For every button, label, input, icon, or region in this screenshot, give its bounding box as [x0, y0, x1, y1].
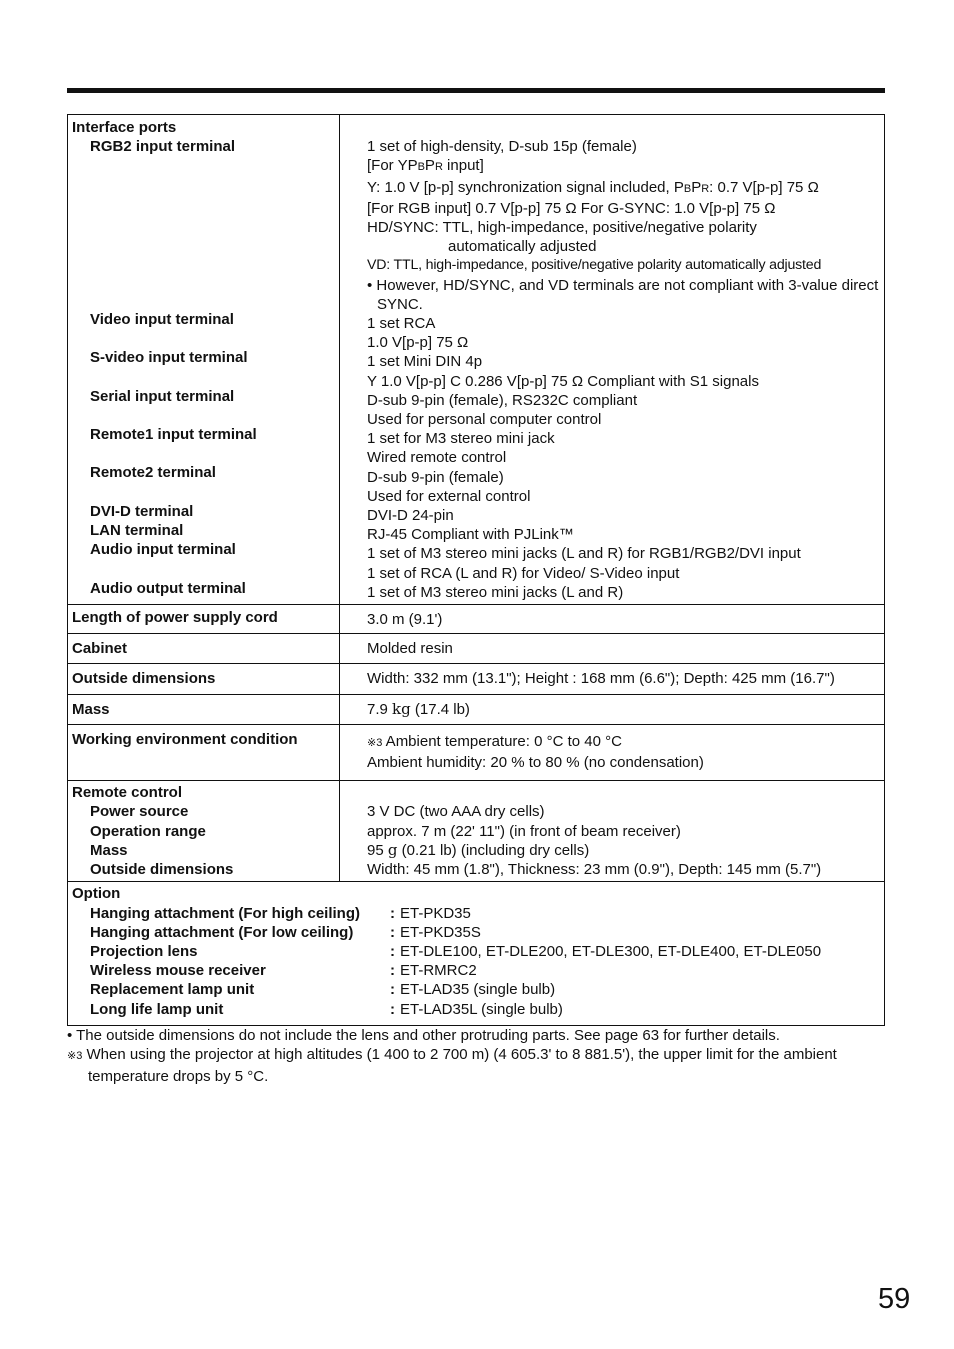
cord-row — [68, 605, 885, 634]
audioin-label: Audio input terminal — [90, 541, 236, 559]
mass-label: Mass — [68, 694, 340, 724]
rgb2-value-6: automatically adjusted — [448, 238, 597, 256]
lan-value: RJ-45 Compliant with PJLink™ — [367, 526, 574, 544]
environment-temperature: ※3 Ambient temperature: 0 °C to 40 °C — [367, 732, 622, 750]
remote-header: Remote control — [72, 784, 183, 802]
remote2-value-1: D-sub 9-pin (female) — [367, 468, 504, 486]
remote-values — [340, 781, 885, 882]
remote-labels — [68, 781, 340, 882]
environment-values — [340, 724, 885, 780]
remote-mass-label: Mass — [90, 841, 128, 859]
option-item: Wireless mouse receiver : ET-RMRC2 — [90, 962, 477, 980]
rgb2-value-7: VD: TTL, high-impedance, positive/negative polarity automatically adjusted — [367, 257, 822, 274]
svideo-label: S-video input terminal — [90, 349, 248, 367]
dimensions-row — [68, 664, 885, 694]
remote2-label: Remote2 terminal — [90, 464, 216, 482]
cord-value: 3.0 m (9.1') — [340, 605, 885, 634]
interface-labels — [68, 115, 340, 605]
audioin-value-2: 1 set of RCA (L and R) for Video/ S-Video input — [367, 564, 680, 582]
footnote-altitude: ※3 When using the projector at high altitudes (1 400 to 2 700 m) (4 605.3' to 8 881.5'), the upper limit for the ambient temperature drops by 5 °C. — [67, 1046, 837, 1085]
footnote-dimensions: • The outside dimensions do not include the lens and other protruding parts. See page 63 for further details. — [67, 1027, 780, 1044]
option-item: Hanging attachment (For low ceiling) : ET-PKD35S — [90, 923, 481, 941]
interface-header: Interface ports — [72, 119, 177, 136]
serial-value-2: Used for personal computer control — [367, 411, 602, 429]
dvid-label: DVI-D terminal — [90, 502, 194, 520]
remote1-label: Remote1 input terminal — [90, 426, 257, 444]
option-row — [68, 882, 885, 1025]
remote-row — [68, 781, 885, 882]
remote-power-value: 3 V DC (two AAA dry cells) — [367, 803, 545, 821]
option-item: Replacement lamp unit : ET-LAD35 (single bulb) — [90, 981, 556, 999]
rgb2-value-4: [For RGB input] 0.7 V[p-p] 75 Ω For G-SYNC: 1.0 V[p-p] 75 Ω — [367, 199, 776, 217]
page-number: 59 — [878, 1283, 911, 1315]
mass-value: 7.9 kg (17.4 lb) — [340, 694, 885, 724]
option-item: Projection lens : ET-DLE100, ET-DLE200, ET-DLE300, ET-DLE400, ET-DLE050 — [90, 942, 822, 960]
remote2-value-2: Used for external control — [367, 487, 531, 505]
video-value-2: 1.0 V[p-p] 75 Ω — [367, 334, 469, 352]
option-item: Hanging attachment (For high ceiling) : ET-PKD35 — [90, 904, 471, 922]
rgb2-value-1: 1 set of high-density, D-sub 15p (female) — [367, 138, 637, 156]
cord-label: Length of power supply cord — [68, 605, 340, 634]
environment-row — [68, 724, 885, 780]
remote-range-label: Operation range — [90, 822, 206, 840]
interface-row — [68, 115, 885, 605]
remote-power-label: Power source — [90, 803, 189, 821]
option-header: Option — [72, 885, 121, 903]
video-value-1: 1 set RCA — [367, 315, 436, 333]
rgb2-label: RGB2 input terminal — [90, 138, 236, 156]
remote-dim-label: Outside dimensions — [90, 861, 234, 879]
audioout-label: Audio output terminal — [90, 579, 246, 597]
note-mark: ※3 — [367, 736, 383, 749]
top-rule — [67, 88, 885, 93]
option-item: Long life lamp unit : ET-LAD35L (single bulb) — [90, 1000, 563, 1018]
remote1-value-2: Wired remote control — [367, 449, 507, 467]
svideo-value-1: 1 set Mini DIN 4p — [367, 353, 483, 371]
serial-value-1: D-sub 9-pin (female), RS232C compliant — [367, 391, 638, 409]
cabinet-label: Cabinet — [68, 634, 340, 664]
remote-mass-value: 95 g (0.21 lb) (including dry cells) — [367, 840, 590, 859]
option-cell — [68, 882, 885, 1025]
interface-values — [340, 115, 885, 605]
environment-label: Working environment condition — [68, 724, 340, 780]
dimensions-value: Width: 332 mm (13.1"); Height : 168 mm (6.6"); Depth: 425 mm (16.7") — [340, 664, 885, 694]
cabinet-row — [68, 634, 885, 664]
spec-table — [67, 114, 885, 1026]
environment-humidity: Ambient humidity: 20 % to 80 % (no condensation) — [367, 754, 704, 772]
rgb2-note: • However, HD/SYNC, and VD terminals are not compliant with 3-value direct SYNC. — [367, 276, 879, 313]
dvid-value: DVI-D 24-pin — [367, 507, 454, 525]
mass-row — [68, 694, 885, 724]
rgb2-value-2: [For YPBPR input] — [367, 157, 484, 175]
rgb2-value-3: Y: 1.0 V [p-p] synchronization signal included, PBPR: 0.7 V[p-p] 75 Ω — [367, 178, 819, 196]
rgb2-value-5: HD/SYNC: TTL, high-impedance, positive/negative polarity — [367, 219, 757, 236]
remote1-value-1: 1 set for M3 stereo mini jack — [367, 430, 555, 448]
video-label: Video input terminal — [90, 310, 234, 328]
audioin-value-1: 1 set of M3 stereo mini jacks (L and R) for RGB1/RGB2/DVI input — [367, 545, 801, 563]
cabinet-value: Molded resin — [340, 634, 885, 664]
serial-label: Serial input terminal — [90, 387, 235, 405]
footnotes — [67, 1026, 897, 1086]
remote-range-value: approx. 7 m (22' 11") (in front of beam receiver) — [367, 822, 681, 840]
dimensions-label: Outside dimensions — [68, 664, 340, 694]
lan-label: LAN terminal — [90, 522, 184, 540]
remote-dim-value: Width: 45 mm (1.8"), Thickness: 23 mm (0.9"), Depth: 145 mm (5.7") — [367, 861, 822, 879]
svideo-value-2: Y 1.0 V[p-p] C 0.286 V[p-p] 75 Ω Compliant with S1 signals — [367, 372, 759, 390]
audioout-value: 1 set of M3 stereo mini jacks (L and R) — [367, 583, 624, 601]
